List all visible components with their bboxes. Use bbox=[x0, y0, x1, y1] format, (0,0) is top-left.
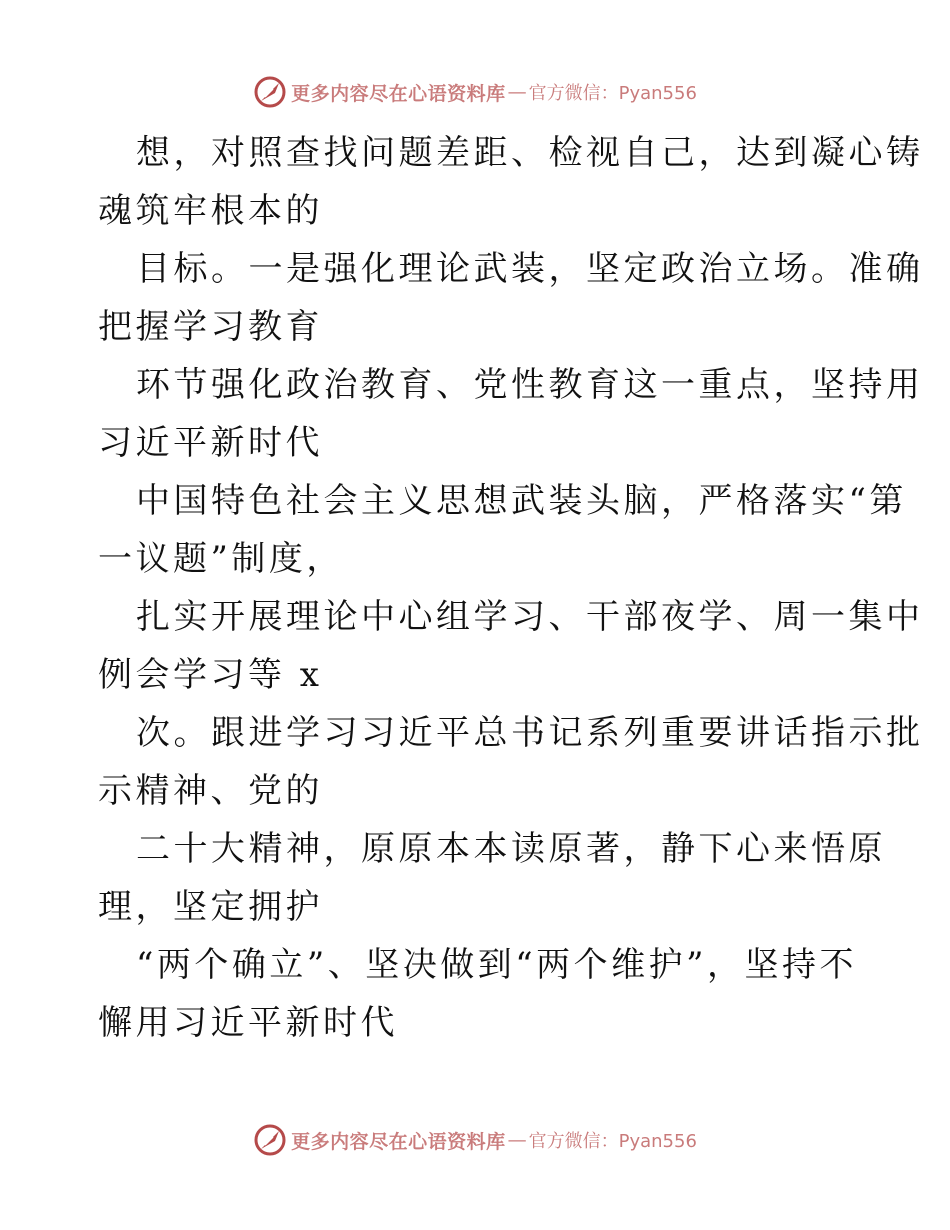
body-line: 中国特色社会主义思想武装头脑，严格落实“第 bbox=[136, 481, 907, 521]
document-body bbox=[98, 124, 924, 1052]
body-line: 示精神、党的 bbox=[98, 771, 323, 811]
banner-dash: — bbox=[507, 1129, 527, 1151]
quill-logo-icon bbox=[253, 1123, 287, 1157]
banner-contact-text: 官方微信：Pyan556 bbox=[528, 1131, 697, 1152]
banner-site-text: 更多内容尽在心语资料库 bbox=[291, 1130, 506, 1153]
banner-dash: — bbox=[507, 81, 527, 103]
body-line: 二十大精神，原原本本读原著，静下心来悟原 bbox=[136, 829, 886, 869]
body-line: 环节强化政治教育、党性教育这一重点，坚持用 bbox=[136, 365, 924, 405]
body-line: “两个确立”、坚决做到“两个维护”，坚持不 bbox=[136, 945, 858, 985]
footer-banner bbox=[0, 1120, 950, 1160]
body-line: 想，对照查找问题差距、检视自己，达到凝心铸 bbox=[136, 133, 924, 173]
body-line: 懈用习近平新时代 bbox=[98, 1003, 398, 1043]
body-line: 例会学习等 x bbox=[98, 655, 323, 695]
body-line: 把握学习教育 bbox=[98, 307, 323, 347]
quill-logo-icon bbox=[253, 75, 287, 109]
body-line: 习近平新时代 bbox=[98, 423, 323, 463]
body-line: 扎实开展理论中心组学习、干部夜学、周一集中 bbox=[136, 597, 924, 637]
body-line: 一议题”制度， bbox=[98, 539, 344, 579]
banner-contact-text: 官方微信：Pyan556 bbox=[528, 83, 697, 104]
body-line: 次。跟进学习习近平总书记系列重要讲话指示批 bbox=[136, 713, 924, 753]
body-line: 理，坚定拥护 bbox=[98, 887, 323, 927]
body-line: 魂筑牢根本的 bbox=[98, 191, 323, 231]
header-banner bbox=[0, 72, 950, 112]
banner-site-text: 更多内容尽在心语资料库 bbox=[291, 82, 506, 105]
body-line: 目标。一是强化理论武装，坚定政治立场。准确 bbox=[136, 249, 924, 289]
